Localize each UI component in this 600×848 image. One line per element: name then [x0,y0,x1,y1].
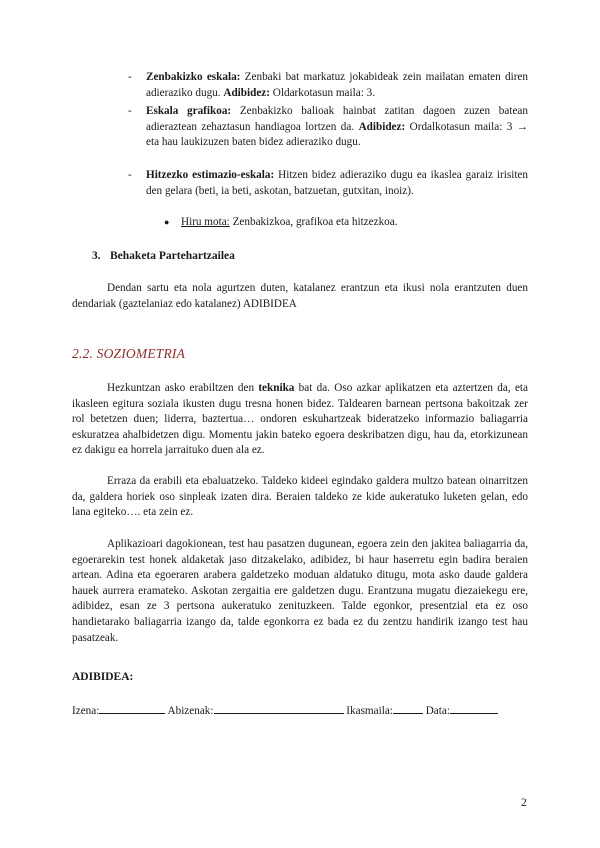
abizenak-blank [214,703,344,714]
list-marker: - [128,105,132,117]
bullet-item: Hiru mota: Zenbakizkoa, grafikoa eta hitzezkoa. [181,216,398,228]
list-item-term: Hitzezko estimazio-eskala: [146,169,275,181]
example-label: Adibidez: [358,120,406,133]
list-item-zenbakizko: Zenbakizko eskala: Zenbaki bat markatuz jokabideak zein mailatan ematen diren adieraziko dugu. Adibidez: Oldarkotasun maila: 3. [146,71,528,99]
example-form [72,703,498,720]
field-label-data: Data: [425,705,450,717]
section-3-title: Behaketa Partehartzailea [110,250,235,262]
bullet-label: Hiru mota: [181,216,230,228]
bullet-icon: ● [164,217,170,227]
example-heading: ADIBIDEA: [72,671,134,683]
keyword-teknika: teknika [258,382,295,394]
field-label-izena: Izena: [72,705,100,717]
ikasmaila-blank [393,703,423,714]
paragraph-2: Erraza da erabili eta ebaluatzeko. Taldeko kideei egindako galdera multzo batean oinarritzen da, galdera horiek oso sinpleak izaten dira. Beraien taldeko ze kide aukeratuko luketen gelan, edo lana egiteko…. eta zein ez. [72,475,528,519]
list-item-grafikoa: Eskala grafikoa: Zenbakizko balioak hainbat zatitan dagoen zuzen batean adieraztean zehaztasun handiagoa lortzen da. Adibidez: Ordalkotasun maila: 3 → eta hau laukizuzen baten bidez adieraziko dugu. [146,105,528,149]
paragraph-1: Hezkuntzan asko erabiltzen den teknika bat da. Oso azkar aplikatzen eta aztertzen da, eta ikasleen egitura soziala ikusten dugu tresna honen bidez. Taldearen barnean pertsona bakoitzak zer rol betetzen duen; liderra, baztertua… ondoren eskuhartzeak bideratzeko informazio baliagarria eskuratzea ahalbidetzen digu. Momentu jakin bateko egoera deskribatzen digu, hau da, etorkizunean ez dakigu ea horrela jarraituko duen ala ez. [72,382,528,457]
list-marker: - [128,169,132,181]
list-item-term: Eskala grafikoa: [146,105,232,117]
list-item-hitzezko: Hitzezko estimazio-eskala: Hitzen bidez adieraziko dugu ea ikaslea garaiz irisiten den gelara (beti, ia beti, askotan, batzuetan, gutxitan, inoiz). [146,169,528,197]
page-number: 2 [521,797,527,809]
field-label-ikasmaila: Ikasmaila: [346,705,393,717]
data-blank [450,703,498,714]
section-title-soziometria: 2.2. SOZIOMETRIA [72,346,186,361]
izena-blank [99,703,165,714]
section-3-number: 3. [92,250,101,262]
list-marker: - [128,71,132,83]
field-label-abizenak: Abizenak: [167,705,214,717]
section-3-paragraph: Dendan sartu eta nola agurtzen duten, katalanez erantzun eta ikusi nola erantzuten duen dendariak (gaztelaniaz edo katalanez) ADIBIDEA [72,282,528,310]
example-label: Adibidez: [223,86,270,99]
paragraph-3: Aplikazioari dagokionean, test hau pasatzen dugunean, egoera zein den jakitea baliagarria da, egoerarekin test honek aldaketak jaso ditzakelako, adibidez, bi haur haserretu egin badira beraien artean. Adina eta egoeraren arabera galdetzeko moduan aldatuko ditugu, mota asko daude galdera hauek aurrera eramateko. Askotan zergaitia ere galdetzen dugu. Erantzuna mugatu diezaiekegu ere, adibidez, esan ze 3 pertsona aukeratuko zenituzkeen. Talde egonkor, presentzial eta ez oso handietarako baliagarria izango da, talde egonkorra ez bada ez du zentzu handirik izango test hau pasatzeak. [72,538,528,644]
list-item-term: Zenbakizko eskala: [146,71,241,83]
